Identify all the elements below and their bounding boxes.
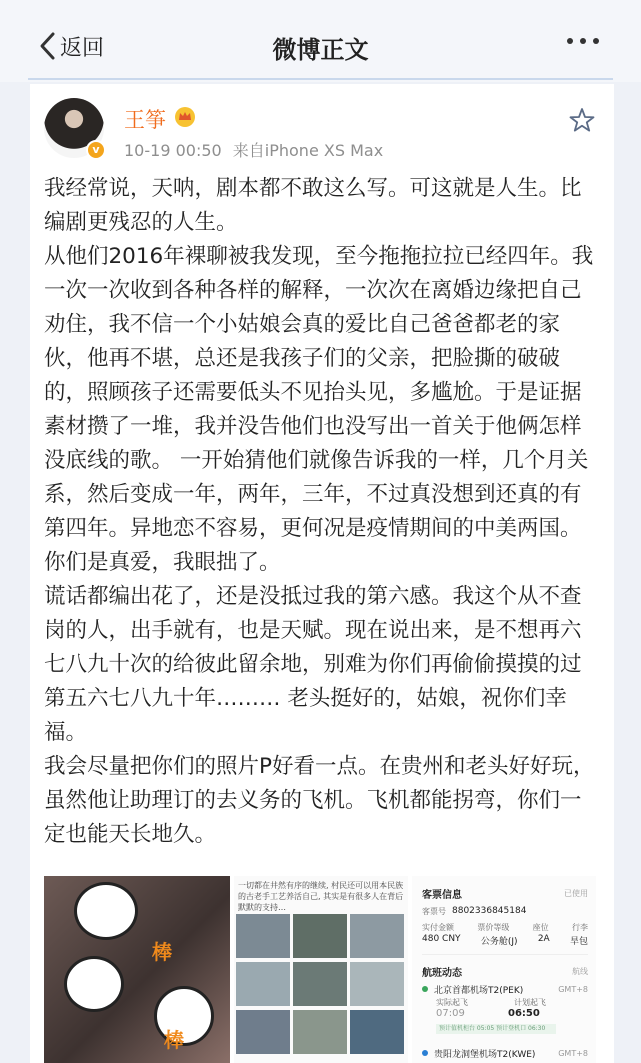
ticket-col-value: 公务舱(J) — [480, 937, 518, 947]
ticket-col-label: 座位 — [532, 923, 549, 932]
nav-bar — [0, 0, 641, 82]
ticket-values-row — [422, 934, 588, 947]
boarding-note: 预计值机柜台 05:05 预计登机口 06:30 — [436, 1024, 556, 1034]
photo-tile — [293, 914, 347, 958]
ticket-labels-row — [422, 922, 588, 933]
post-image-3[interactable] — [412, 876, 596, 1063]
post-paragraph: 从他们2016年裸聊被我发现，至今拖拖拉拉已经四年。我一次一次收到各种各样的解释，一次次在离婚边缘把自己劝住，我不信一个小姑娘会真的爱比自己爸爸都老的家伙，他再不堪，总还是我孩子们的父亲，把脸撕的破破的，照顾孩子还需要低头不见抬头见，多尴尬。于是证据素材攒了一堆，我并没告他们也没写出一首关于他俩怎样没底线的歌。 一开始猜他们就像告诉我的一样，几个月关系，然后变成一年，两年，三年，不过真没想到还真的有第四年。异地恋不容易，更何况是疫情期间的中美两国。你们是真爱，我眼拙了。 — [44, 244, 594, 575]
plan-depart-time: 06:50 — [508, 1008, 540, 1019]
back-label: 返回 — [60, 35, 105, 61]
flight-section-title: 航班动态 — [422, 968, 462, 979]
photo-tile — [236, 1010, 290, 1054]
time-labels-row — [436, 997, 546, 1008]
ticket-col-value: 旱包 — [569, 937, 588, 947]
ticket-number-label: 客票号 — [422, 907, 446, 916]
image-caption: 一切都在井然有序的继续, 村民还可以用本民族的古老手工艺养活自己, 其实是有很多人在背后默默的支持… — [238, 881, 404, 912]
actual-depart-time: 07:09 — [436, 1008, 465, 1019]
ticket-section-title: 客票信息 — [422, 890, 462, 901]
ticket-col-value: 480 CNY — [422, 934, 461, 944]
verified-badge-icon: v — [86, 140, 106, 160]
arrive-dot-icon — [422, 1050, 428, 1056]
post-image-2[interactable] — [234, 876, 408, 1063]
actual-depart-label: 实际起飞 — [436, 998, 468, 1007]
photo-tile — [293, 1010, 347, 1054]
post-source: 来自iPhone XS Max — [232, 141, 384, 160]
depart-timezone: GMT+8 — [558, 985, 588, 994]
post-meta — [124, 138, 383, 161]
post-body — [44, 172, 600, 852]
smiley-face-icon — [64, 956, 124, 1012]
plan-depart-label: 计划起飞 — [514, 998, 546, 1007]
photo-tile — [236, 914, 290, 958]
smiley-face-icon — [154, 986, 214, 1046]
author-name[interactable]: 王筝 — [124, 108, 166, 132]
crown-icon — [174, 106, 196, 128]
ticket-col-label: 票价等级 — [477, 923, 510, 932]
ticket-number: 8802336845184 — [452, 906, 527, 916]
meme-text: 棒 — [164, 1028, 184, 1052]
meme-text: 棒 — [152, 940, 172, 964]
ticket-col-value: 2A — [537, 934, 550, 944]
flight-route-link: 航线 — [572, 967, 588, 976]
more-menu-icon[interactable] — [567, 38, 599, 44]
arrive-airport: 贵阳龙洞堡机场T2(KWE) — [434, 1050, 536, 1060]
nav-divider — [28, 78, 613, 80]
post-paragraph: 谎话都编出花了，还是没抵过我的第六感。我这个从不查岗的人，出手就有，也是天赋。现在说出来，是不想再六七八九十次的给彼此留余地，别难为你们再偷偷摸摸的过第五六七八九十年……… 老头挺好的，姑娘，祝你们幸福。 — [44, 584, 582, 745]
divider — [422, 954, 588, 955]
photo-tile — [293, 962, 347, 1006]
photo-tile — [350, 914, 404, 958]
smiley-face-icon — [74, 882, 138, 940]
ticket-status-link: 已使用 — [564, 889, 588, 898]
post-time: 10-19 00:50 — [124, 141, 222, 160]
post-image-1[interactable] — [44, 876, 230, 1063]
ticket-number-row — [422, 906, 588, 917]
ticket-col-label: 行李 — [571, 923, 588, 932]
photo-tile — [350, 962, 404, 1006]
photo-tile — [236, 962, 290, 1006]
page-title: 微博正文 — [272, 36, 369, 64]
ticket-col-label: 实付金额 — [422, 923, 454, 932]
photo-tile — [350, 1010, 404, 1054]
depart-dot-icon — [422, 986, 428, 992]
post-paragraph: 我会尽量把你们的照片P好看一点。在贵州和老头好好玩，虽然他让助理订的去义务的飞机。飞机都能拐弯，你们一定也能天长地久。 — [44, 754, 595, 847]
depart-airport: 北京首都机场T2(PEK) — [434, 986, 524, 996]
post-paragraph: 我经常说，天呐，剧本都不敢这么写。可这就是人生。比编剧更残忍的人生。 — [44, 176, 582, 235]
star-icon[interactable] — [568, 106, 596, 134]
arrive-timezone: GMT+8 — [558, 1049, 588, 1058]
